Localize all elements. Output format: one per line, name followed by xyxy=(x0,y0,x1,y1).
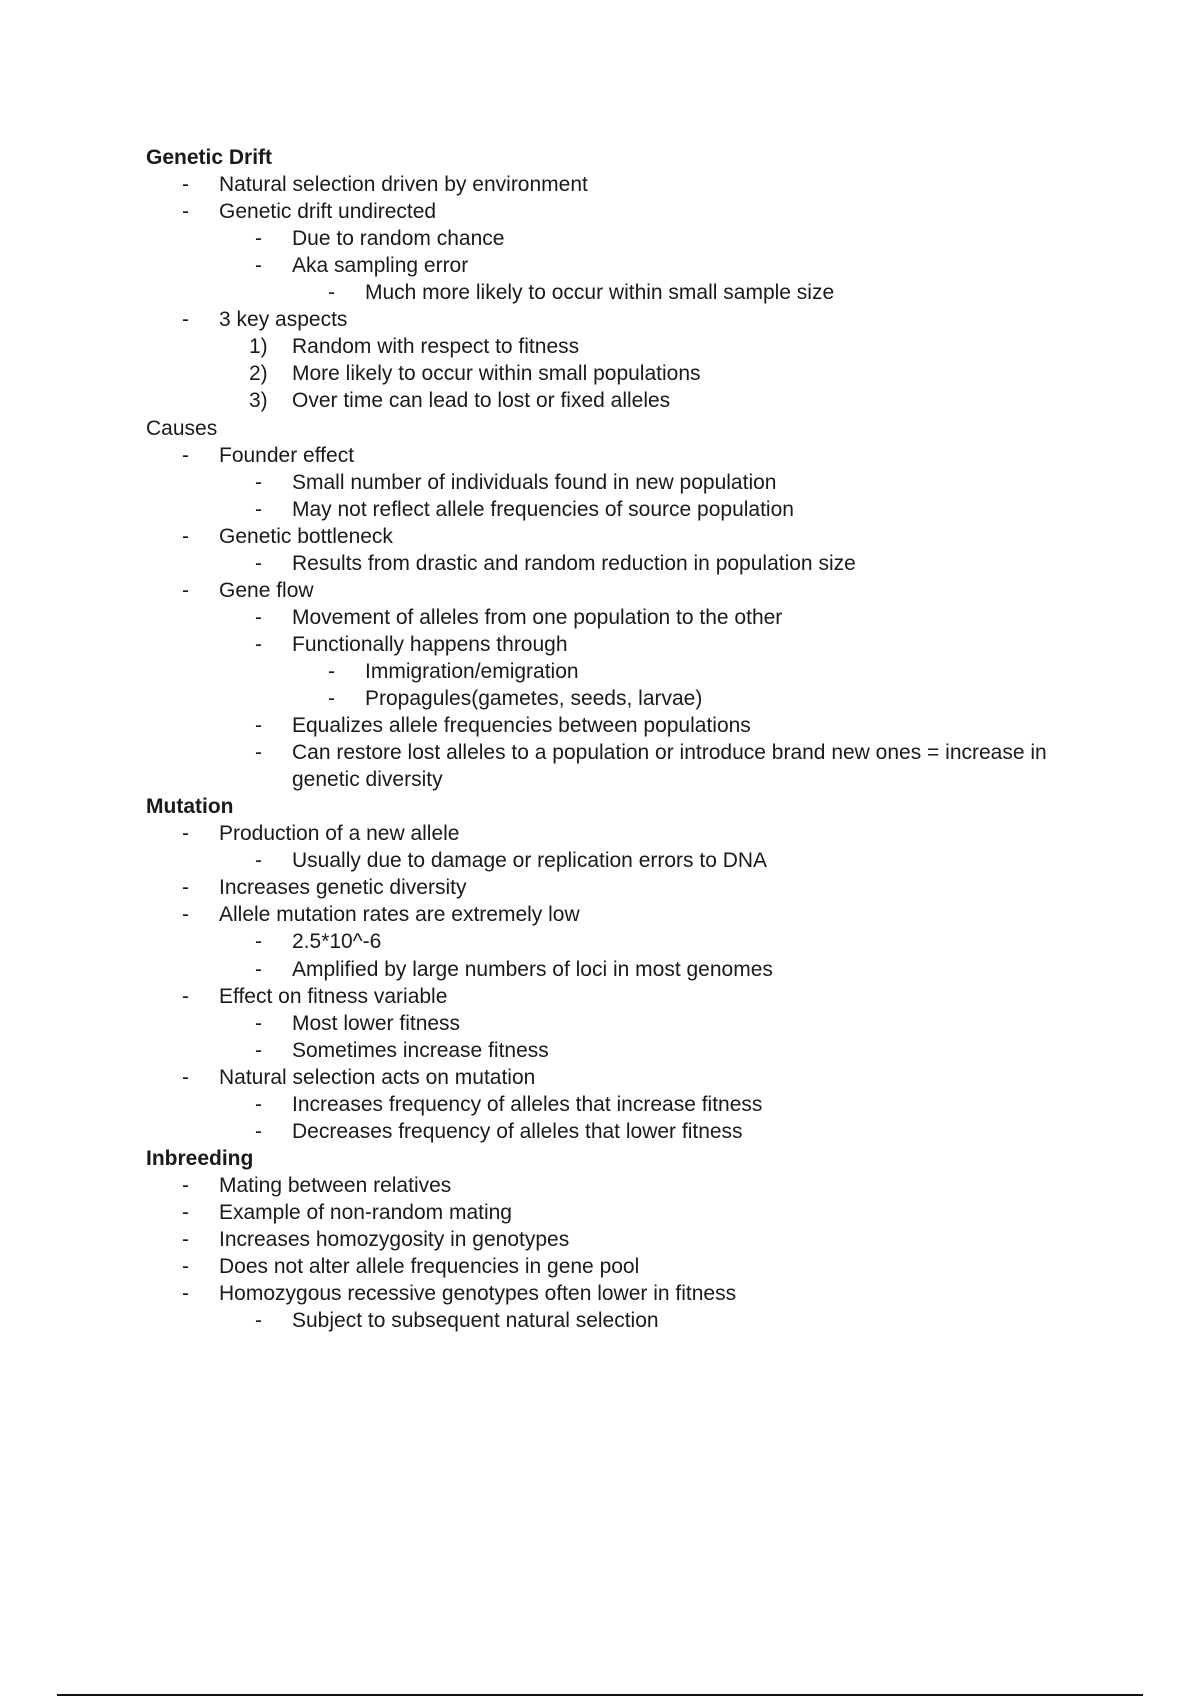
bullet-dash: - xyxy=(255,498,262,521)
list-item-text: Movement of alleles from one population to the other xyxy=(292,606,783,629)
list-item-continuation: genetic diversity xyxy=(292,768,443,791)
list-item-text: Production of a new allele xyxy=(219,822,460,845)
list-item-text: Increases genetic diversity xyxy=(219,876,467,899)
list-item-text: Usually due to damage or replication errors to DNA xyxy=(292,849,768,872)
list-item-text: Random with respect to fitness xyxy=(292,335,580,358)
list-item-text: Results from drastic and random reduction in population size xyxy=(292,552,856,575)
bullet-dash: - xyxy=(182,1066,189,1089)
bullet-dash: - xyxy=(182,525,189,548)
list-item-text: Genetic drift undirected xyxy=(219,200,437,223)
list-item-text: Natural selection driven by environment xyxy=(219,173,588,196)
bullet-dash: - xyxy=(255,1093,262,1116)
list-item-text: Founder effect xyxy=(219,444,355,467)
list-item-text: Sometimes increase fitness xyxy=(292,1039,549,1062)
list-item-text: Allele mutation rates are extremely low xyxy=(219,903,580,926)
bullet-dash: - xyxy=(182,1228,189,1251)
list-item-text: Example of non-random mating xyxy=(219,1201,512,1224)
bullet-dash: - xyxy=(255,1012,262,1035)
bullet-dash: - xyxy=(328,687,335,710)
bullet-dash: - xyxy=(182,1201,189,1224)
bullet-dash: - xyxy=(328,660,335,683)
bullet-dash: - xyxy=(182,1255,189,1278)
list-item-text: Equalizes allele frequencies between populations xyxy=(292,714,751,737)
bullet-dash: - xyxy=(255,714,262,737)
bullet-dash: - xyxy=(255,741,262,764)
list-item-text: Due to random chance xyxy=(292,227,505,250)
section-label: Causes xyxy=(146,417,218,440)
list-item-text: Subject to subsequent natural selection xyxy=(292,1309,659,1332)
bullet-dash: - xyxy=(255,958,262,981)
bullet-dash: - xyxy=(182,173,189,196)
bullet-dash: - xyxy=(182,985,189,1008)
bullet-dash: - xyxy=(328,281,335,304)
bullet-dash: - xyxy=(255,849,262,872)
list-item-text: Increases homozygosity in genotypes xyxy=(219,1228,570,1251)
bullet-dash: - xyxy=(182,903,189,926)
bullet-dash: - xyxy=(255,552,262,575)
section-heading: Mutation xyxy=(146,795,234,818)
bullet-dash: - xyxy=(255,254,262,277)
list-number: 3) xyxy=(249,389,268,412)
bullet-dash: - xyxy=(255,633,262,656)
list-item-text: Effect on fitness variable xyxy=(219,985,448,1008)
list-item-text: Aka sampling error xyxy=(292,254,469,277)
bullet-dash: - xyxy=(182,822,189,845)
list-item-text: Homozygous recessive genotypes often lower in fitness xyxy=(219,1282,737,1305)
list-item-text: Functionally happens through xyxy=(292,633,568,656)
section-heading: Inbreeding xyxy=(146,1147,254,1170)
bullet-dash: - xyxy=(182,579,189,602)
bullet-dash: - xyxy=(182,200,189,223)
list-item-text: Small number of individuals found in new population xyxy=(292,471,777,494)
bullet-dash: - xyxy=(255,471,262,494)
bullet-dash: - xyxy=(255,930,262,953)
bullet-dash: - xyxy=(255,606,262,629)
list-item-text: Propagules(gametes, seeds, larvae) xyxy=(365,687,703,710)
list-item-text: Decreases frequency of alleles that lower fitness xyxy=(292,1120,743,1143)
bullet-dash: - xyxy=(182,876,189,899)
list-item-text: Natural selection acts on mutation xyxy=(219,1066,536,1089)
list-item-text: Can restore lost alleles to a population or introduce brand new ones = increase in xyxy=(292,741,1047,764)
bottom-rule xyxy=(57,1694,1143,1696)
list-item-text: Gene flow xyxy=(219,579,314,602)
bullet-dash: - xyxy=(182,444,189,467)
list-item-text: Much more likely to occur within small sample size xyxy=(365,281,835,304)
bullet-dash: - xyxy=(255,1039,262,1062)
list-item-text: Over time can lead to lost or fixed alleles xyxy=(292,389,671,412)
section-heading: Genetic Drift xyxy=(146,146,273,169)
list-item-text: Amplified by large numbers of loci in most genomes xyxy=(292,958,773,981)
bullet-dash: - xyxy=(255,1309,262,1332)
bullet-dash: - xyxy=(182,1282,189,1305)
bullet-dash: - xyxy=(255,1120,262,1143)
list-item-text: Increases frequency of alleles that increase fitness xyxy=(292,1093,763,1116)
list-item-text: 3 key aspects xyxy=(219,308,348,331)
list-item-text: Does not alter allele frequencies in gene pool xyxy=(219,1255,640,1278)
bullet-dash: - xyxy=(182,308,189,331)
list-item-text: May not reflect allele frequencies of source population xyxy=(292,498,794,521)
list-number: 1) xyxy=(249,335,268,358)
list-item-text: 2.5*10^-6 xyxy=(292,930,382,953)
bullet-dash: - xyxy=(255,227,262,250)
list-item-text: Mating between relatives xyxy=(219,1174,452,1197)
list-number: 2) xyxy=(249,362,268,385)
list-item-text: Genetic bottleneck xyxy=(219,525,393,548)
list-item-text: Immigration/emigration xyxy=(365,660,579,683)
bullet-dash: - xyxy=(182,1174,189,1197)
list-item-text: More likely to occur within small populations xyxy=(292,362,701,385)
list-item-text: Most lower fitness xyxy=(292,1012,461,1035)
